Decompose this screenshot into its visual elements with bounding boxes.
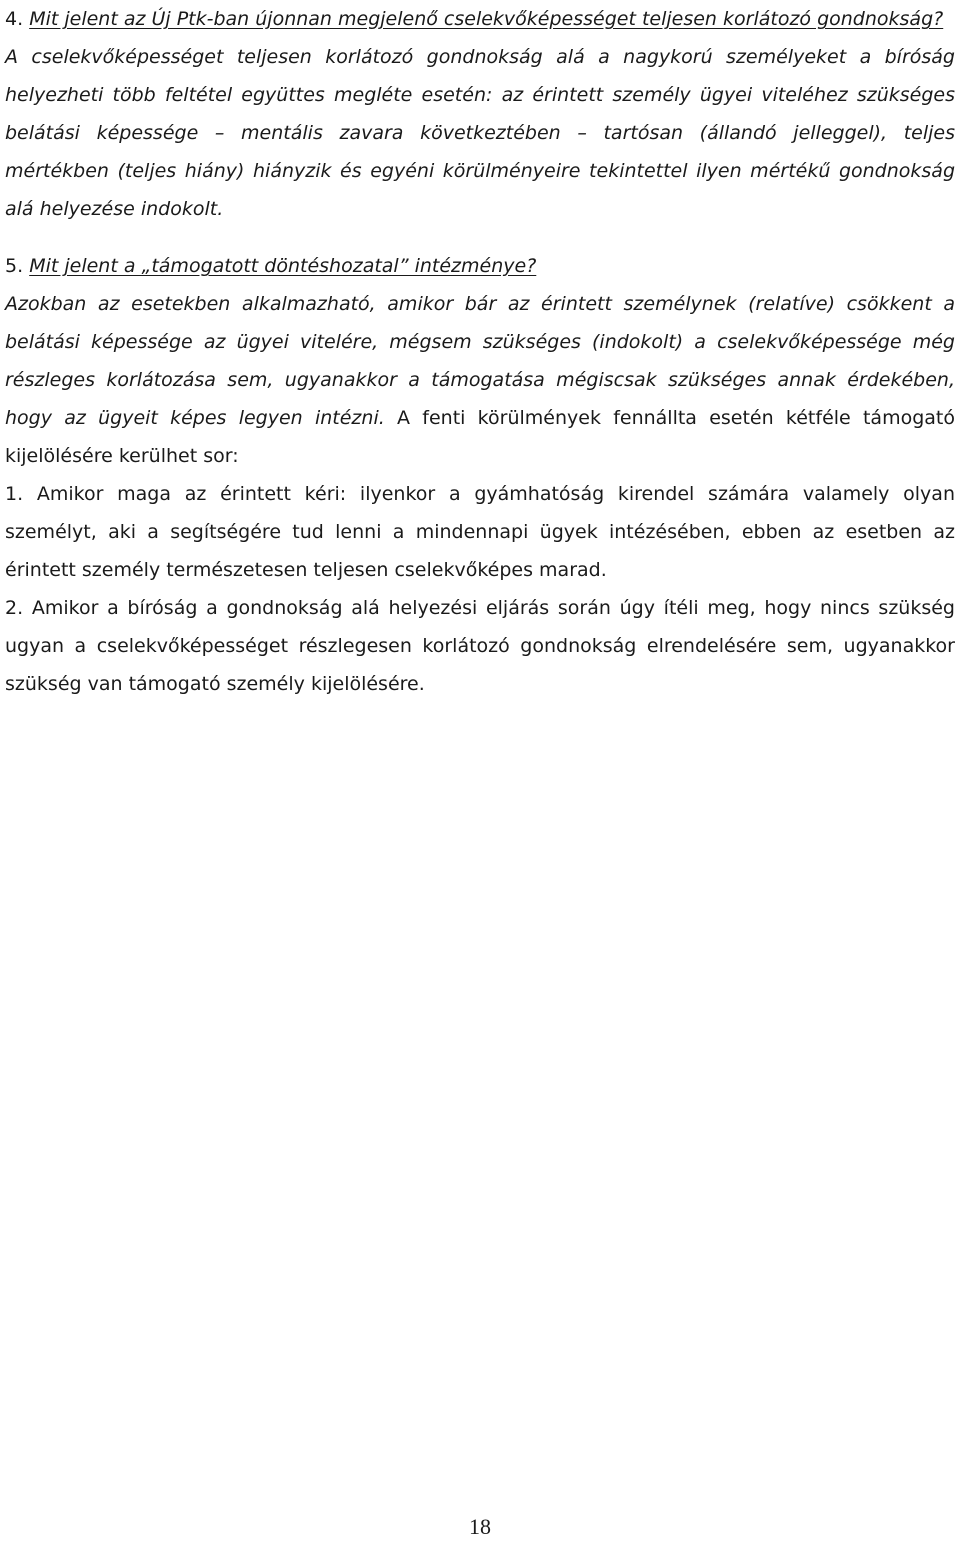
item-2-number: 2. xyxy=(5,597,24,619)
section-5-item-2 xyxy=(5,589,955,703)
section-4-paragraph: A cselekvőképességet teljesen korlátozó gondnokság alá a nagykorú személyeket a bíróság helyezheti több feltétel együttes megléte esetén: az érintett személy ügyei viteléhez szükséges belátási képessége – mentális zavara következtében – tartósan (állandó jelleggel), teljes mértékben (teljes hiány) hiányzik és egyéni körülményeire tekintettel ilyen mértékű gondnokság alá helyezése indokolt. xyxy=(5,46,955,220)
section-5-heading xyxy=(5,247,955,285)
section-4-title: Mit jelent az Új Ptk-ban újonnan megjelenő cselekvőképességet teljesen korlátozó gondnokság? xyxy=(29,8,944,30)
page-number: 18 xyxy=(469,1514,491,1539)
item-1-number: 1. xyxy=(5,483,24,505)
section-5-title: Mit jelent a „támogatott döntéshozatal” intézménye? xyxy=(29,255,537,277)
document-page xyxy=(5,0,955,703)
section-4-heading xyxy=(5,0,955,38)
section-5-intro-italic: Azokban az esetekben alkalmazható, amikor bár az érintett személynek (relatíve) csökkent a belátási képessége az ügyei vitelére, mégsem szükséges (indokolt) a cselekvőképessége még részleges korlátozása sem, ugyanakkor a támogatása mégiscsak szükséges annak érdekében, hogy az ügyeit képes legyen intézni. xyxy=(5,293,955,429)
section-5-intro-upright: A fenti körülmények fennállta esetén kétféle támogató kijelölésére kerülhet sor: xyxy=(5,407,955,467)
item-1-text: Amikor maga az érintett kéri: ilyenkor a gyámhatóság kirendel számára valamely olyan személyt, aki a segítségére tud lenni a mindennapi ügyek intézésében, ebben az esetben az érintett személy természetesen teljesen cselekvőképes marad. xyxy=(5,483,955,581)
section-5-number: 5. xyxy=(5,255,24,277)
item-2-text: Amikor a bíróság a gondnokság alá helyezési eljárás során úgy ítéli meg, hogy nincs szükség ugyan a cselekvőképességet részlegesen korlátozó gondnokság elrendelésére sem, ugyanakkor szükség van támogató személy kijelölésére. xyxy=(5,597,955,695)
section-gap xyxy=(5,228,955,247)
section-4-number: 4. xyxy=(5,8,24,30)
section-5-item-1 xyxy=(5,475,955,589)
section-5-intro xyxy=(5,285,955,475)
